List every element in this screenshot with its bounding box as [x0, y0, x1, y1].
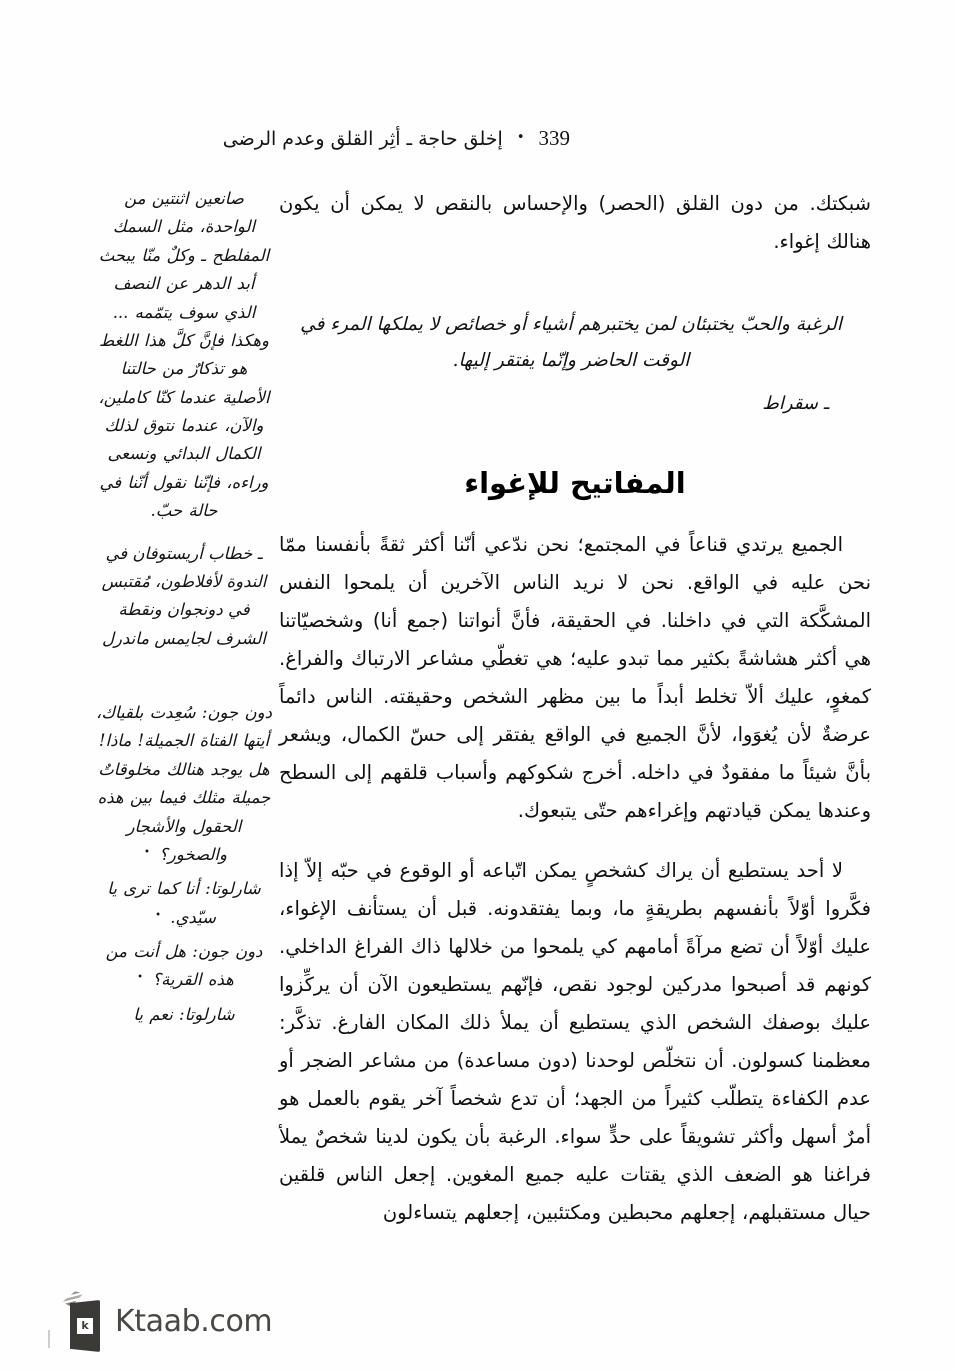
section-heading: المفاتيح للإغواء	[464, 466, 686, 501]
body-paragraph-1: الجميع يرتدي قناعاً في المجتمع؛ نحن ندّعي أنّنا أكثر ثقةً بأنفسنا ممّا نحن عليه في الواقع. نحن لا نريد الناس الآخرين أن يلمحوا النفس المشكَّكة التي في داخلنا. في الحقيقة، فأنَّ أنواتنا (جمع أنا) وشخصيّاتنا هي أكثر هشاشةً بكثير مما تبدو عليه؛ هي تغطّي مشاعر الارتباك والفراغ. كمغوٍ، عليك ألاّ تخلط أبداً ما بين مظهر الشخص وحقيقته. الناس دائماً عرضةٌ لأن يُغوَوا، لأنَّ الجميع في الواقع يفتقر إلى حسّ الكمال، ويشعر بأنَّ شيئاً ما مفقودٌ في داخله. أخرج شكوكهم وأسباب قلقهم إلى السطح وعندها يمكن قيادتهم وإغراءهم حتّى يتبعوك.	[279, 533, 871, 823]
site-watermark	[62, 1290, 272, 1352]
continued-paragraph: شبكتك. من دون القلق (الحصر) والإحساس بالنقص لا يمكن أن يكون هنالك إغواء.	[279, 192, 871, 254]
margin-note-aristophanes	[96, 185, 272, 653]
running-head-separator-dot: •	[516, 130, 525, 145]
running-head	[100, 126, 570, 151]
dialogue-line-charlotte-2: شارلوتا: نعم يا	[133, 1004, 235, 1024]
margin-note-text: صانعين اثنتين من الواحدة، مثل السمك المفلطح ـ وكلٌ منّا يبحث أبد الدهر عن النصف الذي سوف يتمّمه ... وهكذا فإنَّ كلَّ هذا اللغط هو تذكارٌ من حالتنا الأصلية عندما كنّا كاملين، والآن، عندما نتوق لذلك الكمال البدائي ونسعى وراءه، فإنّنا نقول أنّنا في حالة حبّ.	[98, 189, 270, 521]
dialogue-bullet-icon: •	[155, 909, 162, 921]
page-folio: 339	[538, 126, 570, 150]
dialogue-line-don-juan-1	[96, 699, 272, 869]
scan-edge-mark	[48, 1330, 50, 1348]
margin-note-attribution: ـ خطاب أريستوفان في الندوة لأفلاطون، مُقتبس في دونجوان ونقطة الشرف لجايمس ماندرل	[101, 543, 267, 648]
margin-note-don-juan	[96, 699, 272, 1029]
dialogue-text: دون جون: هل أنت من هذه القرية؟	[105, 942, 263, 990]
dialogue-bullet-icon: •	[144, 846, 150, 858]
brand-monogram: k	[77, 1318, 93, 1334]
dialogue-line-don-juan-2	[96, 938, 272, 995]
dialogue-text: شارلوتا: أنا كما ترى يا سيّدي.	[107, 879, 261, 927]
running-head-title: إخلق حاجة ـ أثِر القلق وعدم الرضى	[222, 128, 503, 150]
epigraph-attribution: ـ سقراط	[762, 393, 829, 415]
dialogue-line-charlotte-1	[96, 875, 272, 932]
open-book-icon	[62, 1290, 106, 1352]
main-text-column	[279, 185, 871, 1232]
watermark-brand-text: Ktaab.com	[115, 1303, 273, 1339]
dialogue-bullet-icon: •	[137, 972, 144, 984]
epigraph-quote: الرغبة والحبّ يختبئان لمن يختبرهم أشياء أو خصائص لا يملكها المرء في الوقت الحاضر وإنّما يفتقر إليها.	[300, 314, 842, 372]
margin-notes-column	[96, 185, 272, 1035]
dialogue-text: دون جون: سُعِدت بلقياك، أيتها الفتاة الجميلة! ماذا! هل يوجد هنالك مخلوقاتٌ جميلة مثلك فيما بين هذه الحقول والأشجار والصخور؟	[96, 703, 272, 864]
page-columns	[96, 185, 871, 1265]
body-paragraph-2: لا أحد يستطيع أن يراك كشخصٍ يمكن اتّباعه أو الوقوع في حبّه إلاّ إذا فكَّروا أوّلاً بأنفسهم بطريقةٍ ما، وبما يفتقدونه. قبل أن يستأنف الإغواء، عليك أوّلاً أن تضع مرآةً أمامهم كي يلمحوا من خلالها ذاك الفراغ الداخلي. كونهم قد أصبحوا مدركين لوجود نقص، فإنّهم يستطيعون الآن أن يركِّزوا عليك بوصفك الشخص الذي يستطيع أن يملأ ذلك المكان الفارغ. تذكَّر: معظمنا كسولون. أن نتخلّص لوحدنا (دون مساعدة) من مشاعر الضجر أو عدم الكفاءة يتطلّب كثيراً من الجهد؛ أن تدع شخصاً آخر يقوم بالعمل هو أمرٌ أسهل وأكثر تشويقاً على حدٍّ سواء. الرغبة بأن يكون لدينا شخصٌ يملأ فراغنا هو الضعف الذي يقتات عليه جميع المغوين. إجعل الناس قلقين حيال مستقبلهم، إجعلهم محبطين ومكتئبين، إجعلهم يتساءلون	[279, 859, 871, 1225]
